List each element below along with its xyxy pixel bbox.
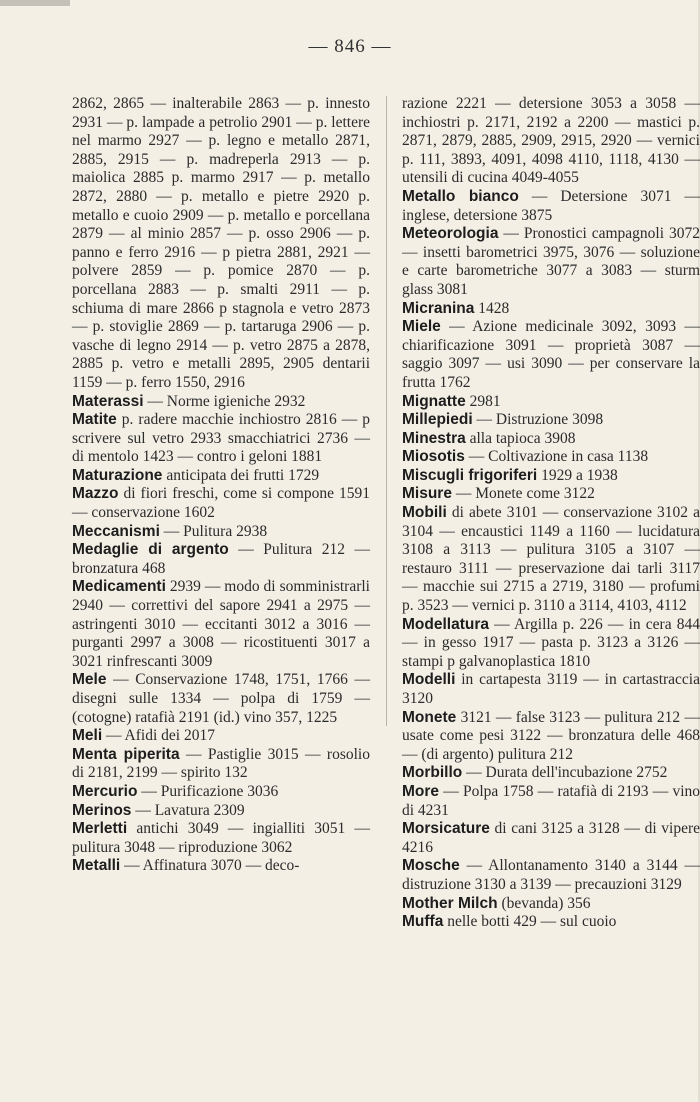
entry-text: — Norme igieniche 2932 [143, 392, 306, 410]
entry-headword: Mignatte [402, 392, 466, 410]
entry-text: razione 2221 — detersione 3053 a 3058 — inchiostri p. 2171, 2192 a 2200 — mastici p. 2871, 2879, 2885, 2909, 2915, 2920 — vernici p. 111, 3893, 4091, 4098 4110, 1118, 4130 — utensili di cucina 4049-4055 [402, 95, 700, 187]
entry-headword: Medaglie di argento [72, 541, 229, 559]
index-entry [402, 764, 700, 783]
entry-text: — Pastiglie 3015 — rosolio di 2181, 2199 — spirito 132 [72, 745, 370, 782]
entry-headword: Micranina [402, 299, 475, 317]
index-entry [402, 411, 700, 430]
entry-text: di cani 3125 a 3128 — di vipere 4216 [402, 820, 700, 856]
index-entry [402, 504, 700, 616]
index-entry [72, 783, 370, 802]
index-entry [72, 802, 370, 821]
entry-headword: Mosche [402, 857, 460, 875]
entry-text: — Monete come 3122 [451, 485, 595, 503]
index-entry [402, 616, 700, 672]
entry-headword: Meli [72, 727, 103, 745]
entry-headword: More [402, 782, 440, 800]
entry-text: nelle botti 429 — sul cuoio [443, 913, 617, 931]
entry-text: di fiori freschi, come si compone 1591 — conservazione 1602 [72, 485, 370, 522]
entry-text: alla tapioca 3908 [465, 429, 576, 447]
index-entry [72, 485, 370, 522]
entry-headword: Mazzo [72, 485, 119, 503]
entry-text: antichi 3049 — ingialliti 3051 — pulitura 3048 — riproduzione 3062 [72, 820, 370, 856]
page-number: — 846 — [308, 36, 392, 57]
entry-text: in cartapesta 3119 — in cartastraccia 3120 [402, 671, 700, 707]
left-column [72, 95, 370, 876]
entry-headword: Menta piperita [72, 745, 180, 763]
index-entry [402, 820, 700, 857]
entry-text: — Argilla p. 226 — in cera 844 — in gesso 1917 — pasta p. 3123 a 3126 — stampi p galvanoplastica 1810 [402, 615, 700, 670]
entry-headword: Matite [72, 411, 117, 429]
index-entry [72, 467, 370, 486]
entry-text: — Pulitura 212 — bronzatura 468 [72, 541, 370, 577]
entry-text: — Conservazione 1748, 1751, 1766 — disegni sulle 1334 — polpa di 1759 — (cotogne) ratafià 2191 (id.) vino 357, 1225 [72, 671, 370, 726]
entry-headword: Morbillo [402, 764, 463, 782]
entry-text: 2981 [465, 392, 501, 410]
index-entry [402, 393, 700, 412]
entry-headword: Miscugli frigoriferi [402, 466, 538, 484]
index-entry [72, 671, 370, 727]
entry-headword: Medicamenti [72, 578, 166, 596]
entry-text: — Allontanamento 3140 a 3144 — distruzione 3130 a 3139 — precauzioni 3129 [402, 857, 700, 893]
entry-text: — Polpa 1758 — ratafià di 2193 — vino di 4231 [402, 782, 700, 819]
entry-text: 3121 — false 3123 — pulitura 212 — usate come pesi 3122 — bronzatura delle 468 — (di argento) pulitura 212 [402, 708, 700, 763]
entry-text: anticipata dei frutti 1729 [162, 466, 320, 484]
entry-text: — Azione medicinale 3092, 3093 — chiarificazione 3091 — proprietà 3087 — saggio 3097 — usi 3090 — per conservare la frutta 1762 [402, 318, 700, 391]
entry-text: — Purificazione 3036 [137, 782, 279, 800]
entry-text: — Affinatura 3070 — deco- [120, 857, 300, 875]
entry-headword: Miosotis [402, 448, 465, 466]
entry-text: — Afidi dei 2017 [102, 727, 215, 745]
entry-text: — Lavatura 2309 [131, 801, 245, 819]
entry-text: — Coltivazione in casa 1138 [464, 448, 649, 466]
entry-text: di abete 3101 — conservazione 3102 a 3104 — encaustici 1149 a 1160 — lucidatura 3108 a 3113 — pulitura 3105 a 3107 — restauro 3111 — preservazione dai tarli 3117 — macchie sui 2715 a 2719, 3180 — profumi p. 3523 — vernici p. 3110 a 3114, 4103, 4112 [402, 504, 700, 615]
index-entry [402, 913, 700, 932]
index-entry [402, 225, 700, 299]
entry-headword: Misure [402, 485, 452, 503]
entry-headword: Meteorologia [402, 225, 499, 243]
index-entry [402, 467, 700, 486]
index-entry [402, 300, 700, 319]
entry-text: 2939 — modo di somministrarli 2940 — correttivi del sapore 2941 a 2975 — astringenti 3010 — eccitanti 3012 a 3016 — purganti 2997 a 3008 — ricostituenti 3017 a 3021 rinfrescanti 3009 [72, 578, 370, 670]
index-entry [72, 746, 370, 783]
entry-headword: Materassi [72, 392, 144, 410]
entry-text: — Detersione 3071 — inglese, detersione 3875 [402, 187, 700, 224]
entry-headword: Metalli [72, 857, 121, 875]
entry-headword: Merletti [72, 820, 128, 838]
index-entry [72, 411, 370, 467]
entry-text: — Distruzione 3098 [472, 411, 604, 429]
column-divider [386, 96, 387, 726]
index-entry [402, 188, 700, 225]
entry-headword: Merinos [72, 801, 132, 819]
index-entry [402, 430, 700, 449]
index-entry [72, 820, 370, 857]
entry-headword: Mother Milch [402, 894, 498, 912]
index-entry [72, 541, 370, 578]
index-entry [402, 671, 700, 708]
index-entry [72, 578, 370, 671]
entry-headword: Metallo bianco [402, 187, 519, 205]
corner-mark [0, 0, 70, 6]
index-entry [72, 393, 370, 412]
entry-text: 1929 a 1938 [537, 466, 618, 484]
entry-headword: Meccanismi [72, 522, 160, 540]
entry-text: — Durata dell'incubazione 2752 [462, 764, 668, 782]
entry-headword: Modelli [402, 671, 456, 689]
entry-headword: Monete [402, 708, 457, 726]
entry-headword: Millepiedi [402, 411, 473, 429]
index-entry [72, 95, 370, 393]
index-entry [72, 523, 370, 542]
entry-headword: Mele [72, 671, 107, 689]
entry-headword: Morsicature [402, 820, 490, 838]
index-entry [72, 727, 370, 746]
entry-headword: Maturazione [72, 466, 163, 484]
index-entry [402, 95, 700, 188]
entry-text: — Pulitura 2938 [159, 522, 268, 540]
index-entry [402, 783, 700, 820]
entry-headword: Mercurio [72, 782, 138, 800]
right-column [402, 95, 700, 932]
entry-headword: Miele [402, 318, 441, 336]
entry-text: (bevanda) 356 [497, 894, 591, 912]
index-entry [402, 485, 700, 504]
index-entry [402, 857, 700, 894]
index-entry [402, 709, 700, 765]
entry-headword: Minestra [402, 429, 466, 447]
entry-text: p. radere macchie inchiostro 2816 — p scrivere sul vetro 2933 smacchiatrici 2736 — di mentolo 1423 — contro i geloni 1881 [72, 411, 370, 466]
index-entry [402, 895, 700, 914]
entry-text: 2862, 2865 — inalterabile 2863 — p. innesto 2931 — p. lampade a petrolio 2901 — p. lettere nel marmo 2927 — p. legno e metallo 2871, 2885, 2915 — p. madreperla 2913 — p. maiolica 2885 p. marmo 2917 — p. metallo 2872, 2880 — p. metallo e pietre 2920 p. metallo e cuoio 2909 — p. metallo e porcellana 2879 — al minio 2857 — p. osso 2906 — p. panno e ferro 2916 — p pietra 2881, 2921 — polvere 2859 — p. pomice 2870 — p. porcellana 2883 — p. smalti 2911 — p. schiuma di mare 2866 p stagnola e vetro 2873 — p. stoviglie 2869 — p. tartaruga 2906 — p. vasche di legno 2914 — p. vetro 2875 a 2878, 2885 p. vetro e metalli 2895, 2905 dentarii 1159 — p. ferro 1550, 2916 [72, 95, 370, 391]
index-entry [402, 318, 700, 392]
entry-headword: Mobili [402, 504, 447, 522]
index-entry [72, 857, 370, 876]
index-entry [402, 448, 700, 467]
entry-text: 1428 [474, 299, 510, 317]
entry-headword: Modellatura [402, 615, 489, 633]
entry-headword: Muffa [402, 913, 444, 931]
entry-text: — Pronostici campagnoli 3072 — insetti barometrici 3975, 3076 — soluzione e carte barometriche 3077 a 3083 — sturm glass 3081 [402, 225, 700, 298]
